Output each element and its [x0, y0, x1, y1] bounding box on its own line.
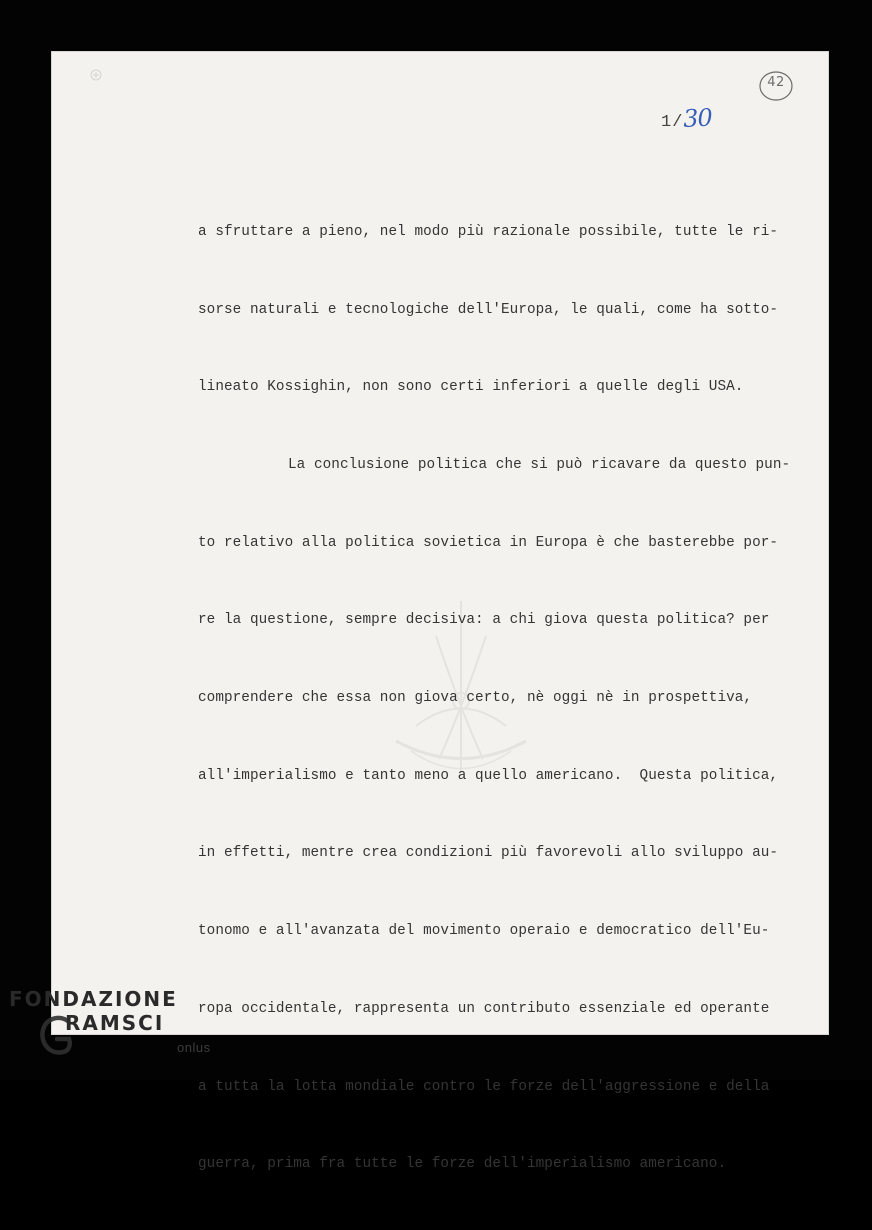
text-line: guerra, prima fra tutte le forze dell'imperialismo americano. — [198, 1156, 727, 1173]
text-line: all'imperialismo e tanto meno a quello americano. Questa politica, — [198, 767, 779, 784]
sheet-number-handwritten: 30 — [682, 103, 713, 133]
text-line: to relativo alla politica sovietica in Europa è che basterebbe por- — [198, 534, 779, 551]
faint-emblem-watermark-icon — [361, 581, 561, 811]
foundation-name-line3: onlus — [177, 1040, 211, 1055]
foundation-name-line2: RAMSCI — [65, 1011, 165, 1035]
text-line: re la questione, sempre decisiva: a chi giova questa politica? per — [198, 612, 770, 629]
sheet-number-typed: 1/ — [661, 113, 684, 132]
text-line: in effetti, mentre crea condizioni più favorevoli allo sviluppo au- — [198, 845, 779, 862]
text-line: a sfruttare a pieno, nel modo più razionale possibile, tutte le ri- — [198, 223, 779, 240]
small-stamp-mark-icon — [88, 67, 104, 83]
text-line: lineato Kossighin, non sono certi inferiori a quelle degli USA. — [198, 379, 744, 396]
text-line: ropa occidentale, rappresenta un contributo essenziale ed operante — [198, 1000, 770, 1017]
text-line: a tutta la lotta mondiale contro le forze dell'aggressione e della — [198, 1078, 770, 1095]
text-line: tonomo e all'avanzata del movimento operaio e democratico dell'Eu- — [198, 923, 770, 940]
archive-number: 42 — [767, 75, 785, 90]
foundation-name-line1: FONDAZIONE — [9, 987, 178, 1011]
foundation-watermark — [9, 987, 229, 1067]
archive-number-stamp — [756, 69, 796, 103]
text-line: comprendere che essa non giova certo, nè oggi nè in prospettiva, — [198, 690, 753, 707]
text-line: La conclusione politica che si può ricavare da questo pun- — [288, 456, 791, 473]
text-line: sorse naturali e tecnologiche dell'Europa, le quali, come ha sotto- — [198, 301, 779, 318]
